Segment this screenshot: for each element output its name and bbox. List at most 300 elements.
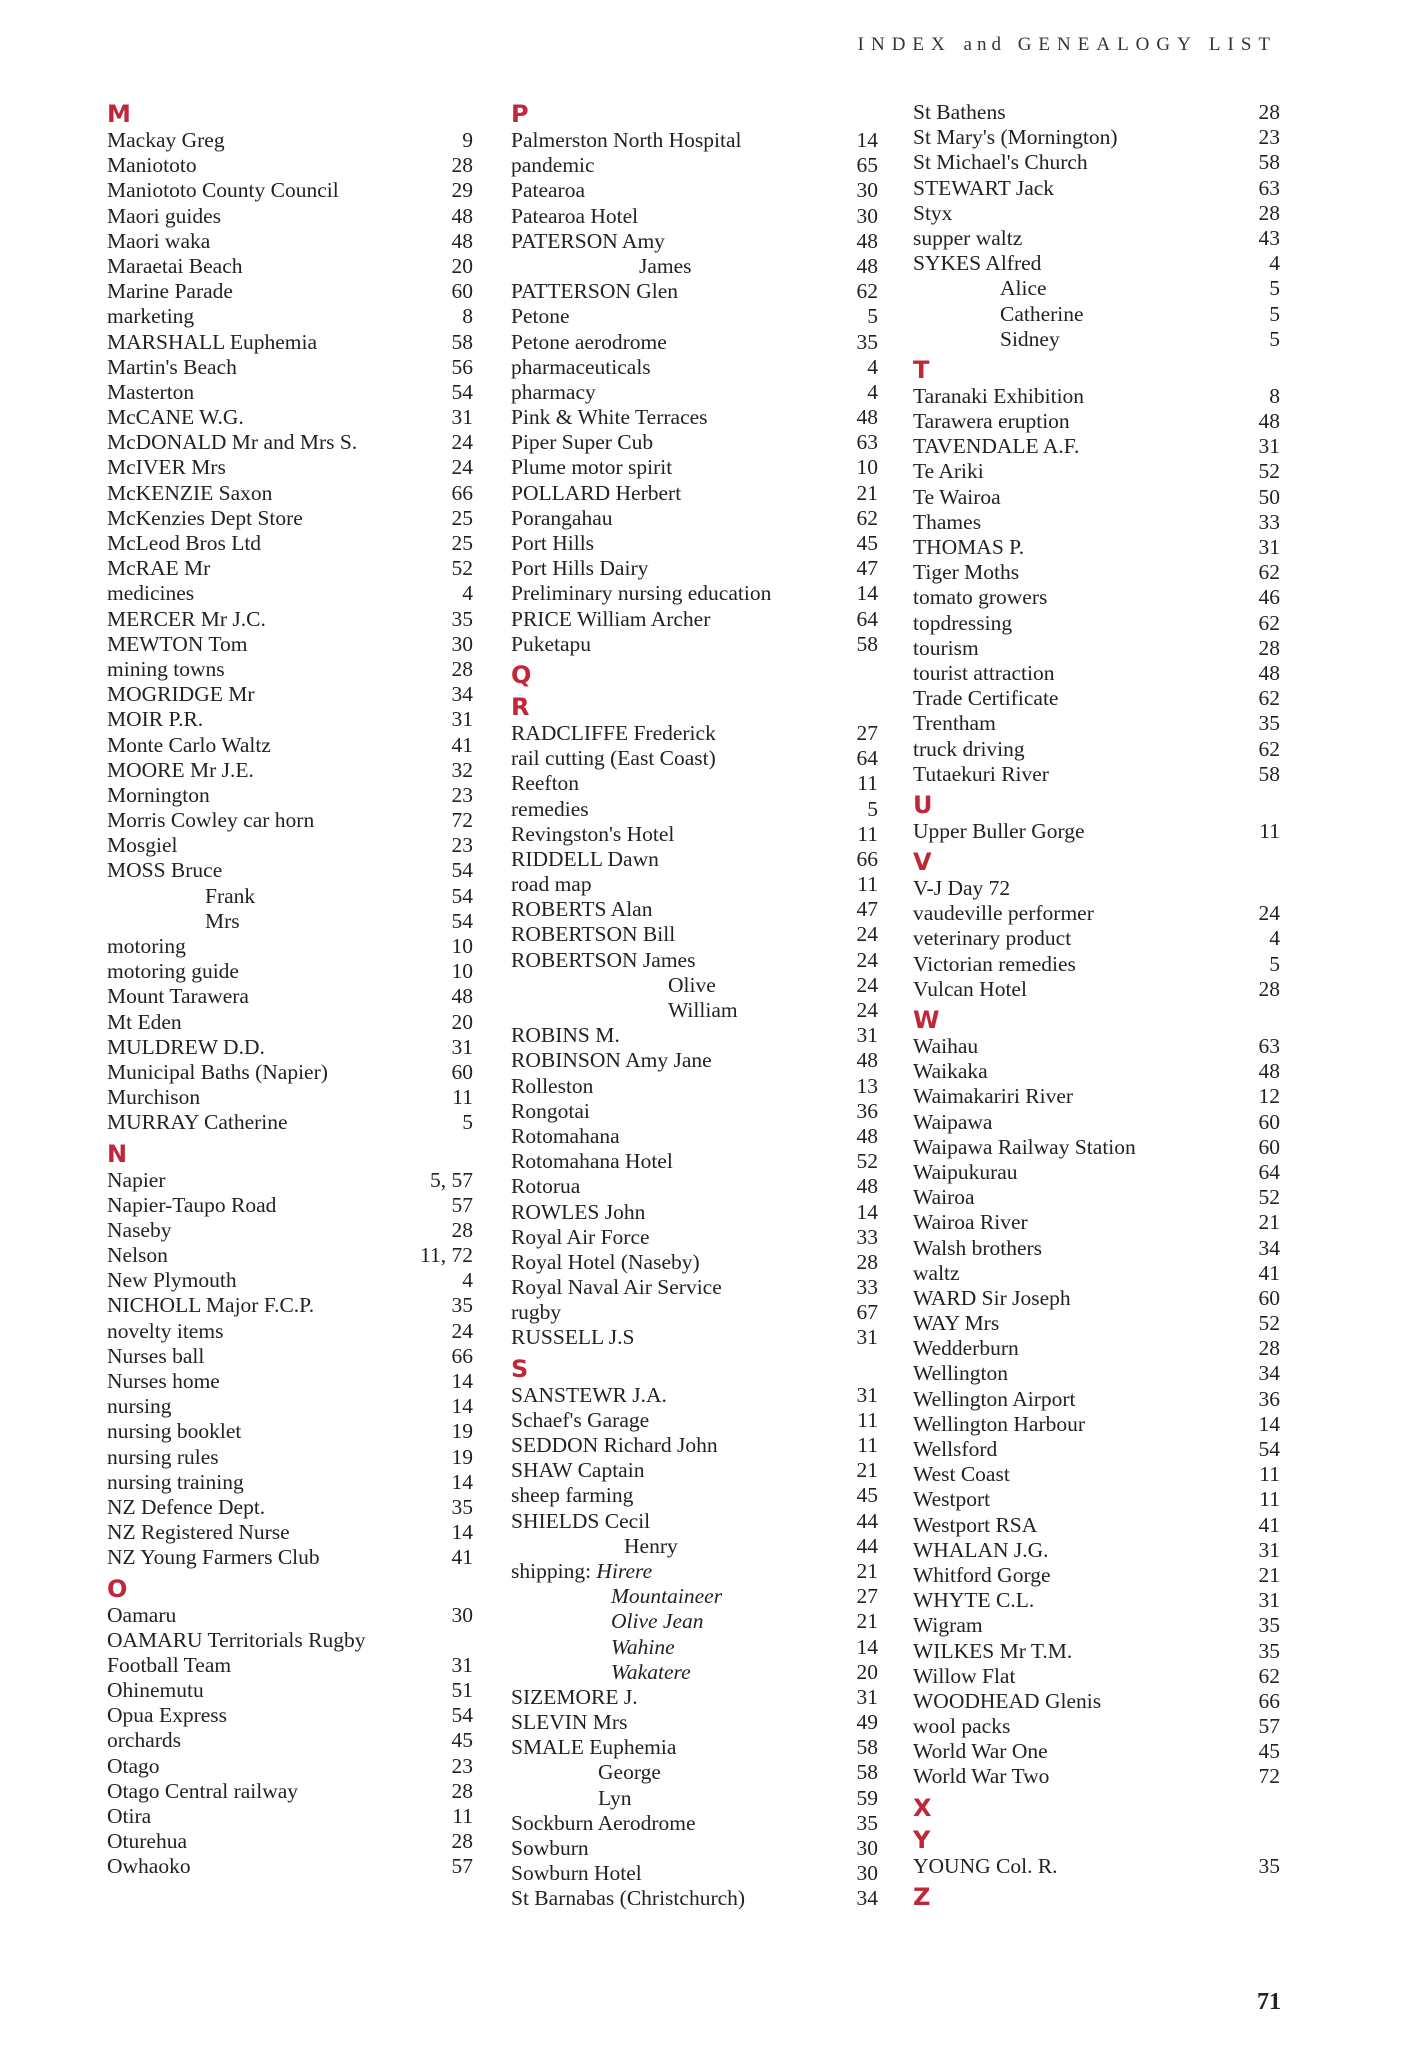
- entry-page-ref: 36: [856, 1098, 878, 1123]
- index-entry: [913, 276, 1280, 301]
- entry-term-text: supper waltz: [913, 225, 1023, 250]
- entry-term: [107, 1495, 265, 1520]
- entry-term: [511, 822, 674, 847]
- entry-page-ref: 10: [451, 934, 473, 958]
- index-entry: [511, 556, 878, 581]
- entry-page-ref: 48: [451, 228, 473, 253]
- entry-term-text: Palmerston North Hospital: [511, 128, 742, 152]
- index-entry: [913, 1261, 1280, 1286]
- index-entry: [913, 1764, 1280, 1789]
- entry-page-ref: 45: [856, 531, 878, 555]
- index-entry: [913, 434, 1280, 459]
- index-entry: [913, 560, 1280, 585]
- index-entry: [107, 380, 473, 405]
- entry-page-ref: 25: [451, 505, 473, 530]
- entry-page-ref: 20: [451, 253, 473, 278]
- entry-term: [107, 884, 255, 909]
- index-entry: [913, 1160, 1280, 1185]
- index-entry: [913, 1387, 1280, 1412]
- entry-term: [511, 1433, 718, 1458]
- entry-page-ref: 23: [451, 782, 473, 807]
- index-entry: [511, 872, 878, 897]
- entry-page-ref: 28: [451, 656, 473, 681]
- entry-term-text: Porangahau: [511, 505, 613, 530]
- index-entry: [511, 430, 878, 455]
- index-entry: [913, 926, 1280, 951]
- entry-page-ref: 57: [1258, 1714, 1280, 1739]
- entry-page-ref: 43: [1258, 225, 1280, 250]
- entry-page-ref: 45: [1258, 1739, 1280, 1764]
- entry-term: [511, 1483, 633, 1508]
- entry-term: [107, 455, 226, 480]
- entry-page-ref: 4: [1269, 251, 1280, 276]
- entry-term: [107, 783, 210, 808]
- index-entry: [107, 657, 473, 682]
- entry-page-ref: 4: [867, 354, 878, 379]
- entry-page-ref: 33: [856, 1275, 878, 1300]
- entry-term: [107, 959, 239, 984]
- entry-term-text: SLEVIN Mrs: [511, 1710, 628, 1735]
- entry-term-text: WHALAN J.G.: [913, 1537, 1049, 1562]
- entry-term-text: MOIR P.R.: [107, 707, 204, 732]
- entry-term: [107, 607, 266, 632]
- index-entry: [107, 1369, 473, 1394]
- entry-term: [107, 1035, 265, 1060]
- entry-page-ref: 48: [856, 1123, 878, 1148]
- index-entry: [511, 1861, 878, 1886]
- entry-term: [511, 380, 596, 405]
- entry-term-text: Catherine: [1000, 301, 1084, 326]
- entry-page-ref: 25: [451, 531, 473, 555]
- index-entry: [511, 607, 878, 632]
- entry-term: [511, 998, 738, 1023]
- entry-term-text: Alice: [1000, 276, 1047, 301]
- index-entry: [913, 1588, 1280, 1613]
- entry-term: [913, 1034, 978, 1059]
- entry-page-ref: 24: [856, 947, 878, 972]
- entry-term-text: McRAE Mr: [107, 556, 211, 581]
- index-entry: [913, 611, 1280, 636]
- entry-term-text: Sidney: [1000, 326, 1060, 351]
- entry-term-text: Murchison: [107, 1085, 201, 1110]
- entry-page-ref: 35: [1258, 1638, 1280, 1663]
- entry-term-text: sheep farming: [511, 1483, 634, 1508]
- index-entry: [913, 1110, 1280, 1135]
- entry-term: [913, 1311, 999, 1336]
- entry-page-ref: 11, 72: [420, 1243, 473, 1268]
- entry-term: [913, 1437, 997, 1462]
- entry-term-text: Schaef's Garage: [511, 1407, 650, 1432]
- index-entry: [511, 1836, 878, 1861]
- index-entry: [107, 1168, 473, 1193]
- entry-ship-name: Wahine: [611, 1634, 675, 1659]
- entry-term-text: Rolleston: [511, 1073, 594, 1098]
- entry-page-ref: 11: [1259, 818, 1280, 843]
- entry-term: [107, 1110, 288, 1135]
- section-letter: S: [511, 1354, 529, 1383]
- entry-term-text: Petone: [511, 304, 570, 329]
- index-entry: [511, 1735, 878, 1760]
- entry-term-text: Naseby: [107, 1217, 172, 1242]
- entry-term: [511, 1534, 678, 1559]
- entry-page-ref: 21: [856, 480, 878, 505]
- index-entry: [511, 1685, 878, 1710]
- entry-page-ref: 28: [451, 153, 473, 178]
- entry-page-ref: 36: [1258, 1386, 1280, 1411]
- entry-page-ref: 28: [856, 1249, 878, 1274]
- entry-term: [511, 1074, 593, 1099]
- index-entry: [107, 1779, 473, 1804]
- entry-term: [913, 1084, 1073, 1109]
- entry-term: [107, 430, 357, 455]
- entry-page-ref: 52: [1258, 459, 1280, 484]
- index-entry: [511, 1584, 878, 1609]
- index-entry: [107, 1085, 473, 1110]
- entry-page-ref: 45: [451, 1728, 473, 1753]
- entry-term: [511, 1685, 638, 1710]
- index-entry: [511, 771, 878, 796]
- entry-term-text: Mount Tarawera: [107, 984, 249, 1009]
- entry-term: [913, 535, 1024, 560]
- index-entry: [511, 279, 878, 304]
- index-entry: [107, 153, 473, 178]
- index-entry: [913, 901, 1280, 926]
- entry-term: [107, 707, 203, 732]
- index-entry: [107, 1394, 473, 1419]
- entry-term-text: William: [668, 998, 738, 1022]
- entry-term: [107, 1854, 191, 1879]
- entry-term-text: Rotomahana: [511, 1123, 620, 1148]
- entry-term-text: Maniototo County Council: [107, 178, 339, 203]
- entry-page-ref: 31: [856, 1684, 878, 1709]
- index-entry: [913, 711, 1280, 736]
- index-entry: [913, 1135, 1280, 1160]
- entry-term-text: Port Hills Dairy: [511, 556, 649, 581]
- entry-term-text: McDONALD Mr and Mrs S.: [107, 430, 358, 455]
- entry-page-ref: 34: [1258, 1235, 1280, 1260]
- entry-term-text: Westport RSA: [913, 1512, 1038, 1537]
- index-entry: [511, 1710, 878, 1735]
- entry-term-text: Masterton: [107, 379, 195, 404]
- entry-term: [913, 1210, 1028, 1235]
- entry-term-text: New Plymouth: [107, 1268, 237, 1293]
- entry-term-text: PATTERSON Glen: [511, 279, 679, 304]
- entry-page-ref: 48: [856, 253, 878, 278]
- entry-term: [511, 1735, 676, 1760]
- index-entry: [511, 178, 878, 203]
- entry-term: [107, 304, 194, 329]
- entry-page-ref: 4: [462, 581, 473, 606]
- entry-term: [913, 1563, 1051, 1588]
- entry-page-ref: 24: [1258, 901, 1280, 926]
- entry-page-ref: 34: [856, 1886, 878, 1911]
- entry-term: [913, 1286, 1071, 1311]
- entry-page-ref: 30: [856, 203, 878, 228]
- index-entry: [511, 1760, 878, 1785]
- entry-term-text: Waihau: [913, 1034, 979, 1058]
- index-entry: [913, 1185, 1280, 1210]
- entry-term: [107, 858, 222, 883]
- index-entry: [107, 1520, 473, 1545]
- index-entry: [107, 1829, 473, 1854]
- entry-term-text: MEWTON Tom: [107, 631, 248, 656]
- entry-term-text: Oamaru: [107, 1602, 177, 1627]
- entry-term-text: Opua Express: [107, 1703, 228, 1728]
- index-entry: [107, 1603, 473, 1628]
- index-entry: [913, 686, 1280, 711]
- entry-page-ref: 4: [462, 1268, 473, 1293]
- entry-term-text: nursing rules: [107, 1444, 219, 1469]
- index-entry: [107, 884, 473, 909]
- entry-term-text: tourism: [913, 635, 979, 660]
- entry-page-ref: 62: [856, 505, 878, 530]
- entry-term: [107, 682, 255, 707]
- entry-term-text: Owhaoko: [107, 1854, 191, 1879]
- entry-term: [511, 1250, 700, 1275]
- entry-term: [107, 556, 210, 581]
- index-entry: [107, 355, 473, 380]
- entry-term-text: POLLARD Herbert: [511, 480, 682, 505]
- entry-term: [107, 380, 194, 405]
- entry-term-text: novelty items: [107, 1318, 224, 1343]
- entry-term-text: MOORE Mr J.E.: [107, 757, 254, 782]
- entry-term-text: Martin's Beach: [107, 354, 237, 379]
- entry-page-ref: 54: [451, 1703, 473, 1728]
- entry-page-ref: 65: [856, 153, 878, 178]
- index-entry: [107, 1653, 473, 1678]
- entry-term-text: Patearoa Hotel: [511, 203, 639, 228]
- entry-term-text: Royal Naval Air Service: [511, 1275, 722, 1300]
- entry-term-text: Otago: [107, 1753, 160, 1778]
- index-entry: [913, 251, 1280, 276]
- index-entry: [511, 922, 878, 947]
- entry-term: [511, 771, 579, 796]
- entry-term-text: Waipawa Railway Station: [913, 1134, 1136, 1159]
- index-entry: [913, 1084, 1280, 1109]
- entry-page-ref: 58: [1258, 150, 1280, 175]
- entry-term-text: Wellington Airport: [913, 1386, 1076, 1411]
- entry-term: [511, 153, 595, 178]
- index-entry: [913, 1639, 1280, 1664]
- entry-term-text: World War One: [913, 1739, 1048, 1764]
- entry-page-ref: 27: [856, 1584, 878, 1609]
- section-letter: R: [511, 692, 530, 721]
- index-entry: [107, 1293, 473, 1318]
- entry-page-ref: 63: [1258, 175, 1280, 200]
- entry-term-text: TAVENDALE A.F.: [913, 434, 1080, 459]
- entry-term: [511, 632, 591, 657]
- entry-term: [511, 330, 667, 355]
- entry-term-text: Waimakariri River: [913, 1084, 1074, 1109]
- entry-page-ref: 45: [856, 1483, 878, 1508]
- index-entry: [913, 459, 1280, 484]
- entry-page-ref: 14: [451, 1520, 473, 1545]
- entry-page-ref: 60: [451, 279, 473, 304]
- entry-term: [107, 1168, 166, 1193]
- entry-term-text: Te Wairoa: [913, 484, 1001, 509]
- index-entry: [511, 1275, 878, 1300]
- entry-term: [913, 711, 996, 736]
- entry-page-ref: 5: [462, 1110, 473, 1135]
- entry-term: [511, 1584, 722, 1609]
- entry-page-ref: 58: [856, 1735, 878, 1760]
- entry-page-ref: 66: [1258, 1688, 1280, 1713]
- entry-page-ref: 35: [1258, 711, 1280, 736]
- entry-page-ref: 13: [856, 1073, 878, 1098]
- index-entry: [511, 355, 878, 380]
- index-entry: [913, 1412, 1280, 1437]
- entry-page-ref: 9: [462, 128, 473, 152]
- index-entry: [913, 302, 1280, 327]
- entry-term: [913, 1110, 992, 1135]
- entry-term-text: nursing training: [107, 1469, 244, 1494]
- entry-page-ref: 62: [1258, 1663, 1280, 1688]
- index-entry: [913, 384, 1280, 409]
- index-entry: [107, 1218, 473, 1243]
- entry-term: [107, 808, 314, 833]
- index-entry: [913, 1689, 1280, 1714]
- entry-page-ref: 66: [856, 846, 878, 871]
- section-letter: Z: [913, 1882, 931, 1911]
- entry-term-text: MOGRIDGE Mr: [107, 682, 255, 707]
- entry-term-text: Rotomahana Hotel: [511, 1149, 673, 1174]
- entry-term: [913, 1261, 960, 1286]
- index-entry: [913, 585, 1280, 610]
- entry-term: [107, 758, 254, 783]
- entry-page-ref: 35: [451, 606, 473, 631]
- entry-term-text: PATERSON Amy: [511, 228, 665, 253]
- entry-page-ref: 31: [451, 1652, 473, 1677]
- index-entry: [913, 510, 1280, 535]
- entry-term: [511, 254, 692, 279]
- entry-page-ref: 56: [451, 354, 473, 379]
- entry-term: [511, 1861, 642, 1886]
- entry-term: [913, 1059, 988, 1084]
- index-entry: [107, 1703, 473, 1728]
- entry-term: [913, 1487, 990, 1512]
- index-entry: [511, 531, 878, 556]
- entry-page-ref: 31: [451, 707, 473, 732]
- index-entry: [107, 1193, 473, 1218]
- entry-page-ref: 5: [867, 796, 878, 821]
- entry-term: [511, 847, 659, 872]
- index-entry: [107, 758, 473, 783]
- entry-term: [913, 1588, 1034, 1613]
- index-entry: [107, 808, 473, 833]
- entry-page-ref: 47: [856, 556, 878, 581]
- entry-term: [913, 485, 1001, 510]
- index-entry: [107, 455, 473, 480]
- entry-term: [511, 1383, 667, 1408]
- entry-page-ref: 58: [856, 1760, 878, 1785]
- entry-term: [107, 1445, 219, 1470]
- entry-term-text: SYKES Alfred: [913, 251, 1042, 276]
- entry-page-ref: 5: [1269, 301, 1280, 326]
- index-entry: [913, 1336, 1280, 1361]
- index-entry: [107, 959, 473, 984]
- entry-term: [511, 1786, 631, 1811]
- index-entry: [913, 535, 1280, 560]
- entry-term-text: Henry: [624, 1533, 678, 1558]
- index-entry: [107, 1419, 473, 1444]
- entry-term: [107, 506, 303, 531]
- index-entry: [511, 1124, 878, 1149]
- entry-term: [913, 384, 1084, 409]
- entry-term: [511, 607, 710, 632]
- entry-term: [913, 1639, 1072, 1664]
- entry-term: [913, 1689, 1101, 1714]
- entry-term: [913, 459, 984, 484]
- entry-term-text: V-J Day 72: [913, 876, 1011, 901]
- entry-page-ref: 14: [856, 1199, 878, 1224]
- index-entry: [913, 125, 1280, 150]
- entry-term-text: PRICE William Archer: [511, 606, 711, 631]
- entry-page-ref: 5, 57: [430, 1167, 473, 1192]
- index-entry: [107, 1470, 473, 1495]
- index-entry: [511, 506, 878, 531]
- entry-term-text: Maori waka: [107, 228, 211, 253]
- entry-page-ref: 27: [856, 720, 878, 745]
- index-entry: [913, 100, 1280, 125]
- entry-term-text: Mt Eden: [107, 1009, 182, 1034]
- entry-term-text: McKENZIE Saxon: [107, 480, 273, 505]
- index-column-2: [511, 100, 878, 1912]
- entry-term: [913, 1513, 1037, 1538]
- entry-term-text: Ohinemutu: [107, 1678, 204, 1703]
- entry-term: [913, 125, 1118, 150]
- entry-term: [913, 977, 1027, 1002]
- entry-term: [511, 1124, 620, 1149]
- entry-page-ref: 14: [451, 1469, 473, 1494]
- entry-ship-name: Olive Jean: [611, 1609, 704, 1634]
- entry-term: [511, 531, 594, 556]
- entry-term: [107, 330, 317, 355]
- index-entry: [107, 984, 473, 1009]
- index-entry: [511, 481, 878, 506]
- entry-page-ref: 52: [1258, 1185, 1280, 1210]
- entry-term: [913, 1361, 1008, 1386]
- entry-term-text: Wellington Harbour: [913, 1411, 1086, 1436]
- index-entry: [107, 581, 473, 606]
- entry-term: [107, 355, 237, 380]
- entry-term: [107, 1754, 160, 1779]
- entry-term: [511, 405, 708, 430]
- entry-term: [511, 430, 653, 455]
- entry-page-ref: 24: [856, 922, 878, 947]
- entry-term-text: Tutaekuri River: [913, 761, 1049, 786]
- entry-term: [511, 304, 570, 329]
- entry-page-ref: 62: [1258, 560, 1280, 585]
- entry-term: [511, 1149, 673, 1174]
- entry-term: [511, 973, 716, 998]
- entry-term-text: Patearoa: [511, 178, 586, 203]
- entry-term-text: Petone aerodrome: [511, 329, 667, 354]
- entry-term: [511, 1048, 712, 1073]
- entry-term: [107, 1344, 204, 1369]
- entry-term: [913, 176, 1054, 201]
- entry-term-text: Wellsford: [913, 1437, 998, 1461]
- header-index: INDEX: [857, 34, 952, 55]
- index-entry: [913, 1236, 1280, 1261]
- entry-term-text: Sowburn Hotel: [511, 1861, 642, 1886]
- entry-term: [511, 581, 771, 606]
- entry-page-ref: 48: [1258, 1059, 1280, 1084]
- entry-term-text: Wairoa River: [913, 1210, 1028, 1235]
- entry-term-text: Nurses home: [107, 1369, 220, 1393]
- index-entry: [913, 1059, 1280, 1084]
- entry-term: [107, 581, 194, 606]
- entry-page-ref: 28: [1258, 200, 1280, 225]
